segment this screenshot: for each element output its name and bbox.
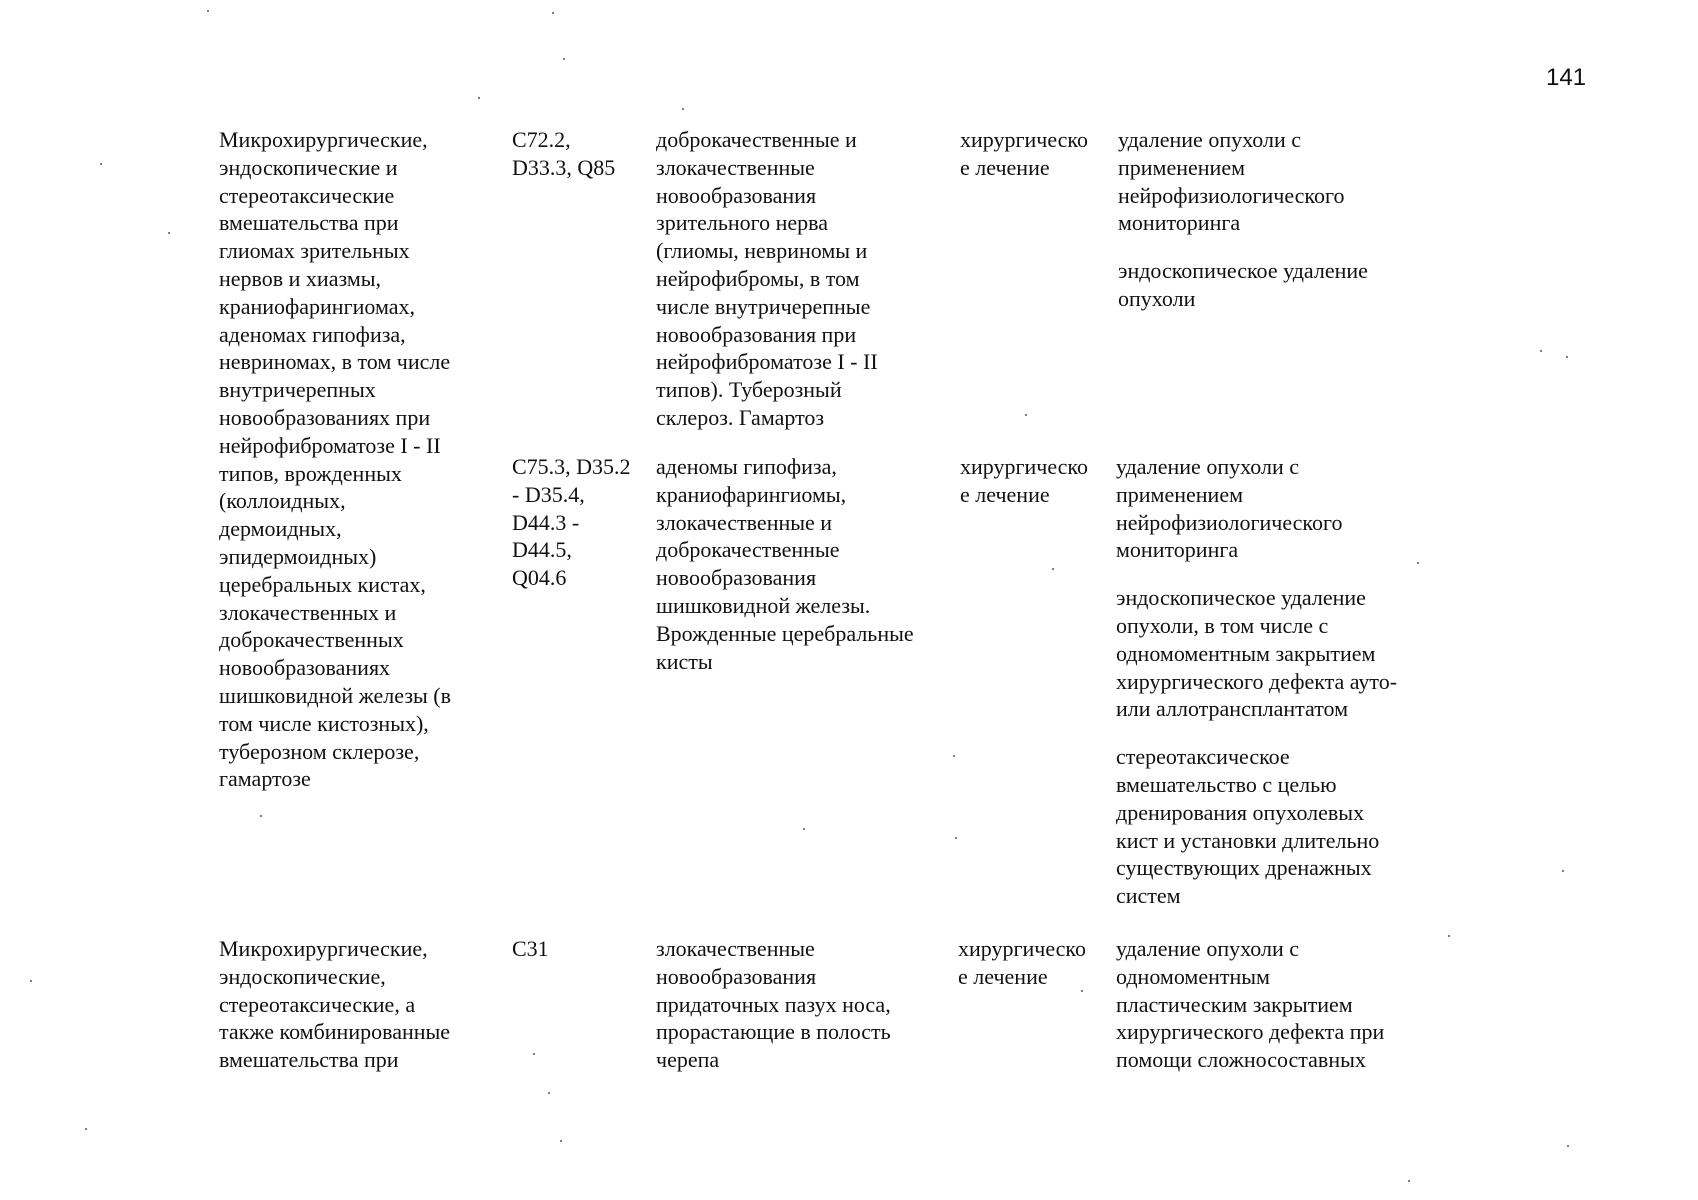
treatment-type-cell [960,453,1088,509]
text-line: D33.3, Q85 [512,154,616,180]
page-number: 141 [1546,64,1587,91]
text-line: шишковидной железы (в [219,682,451,708]
treatment-methods-cell [1116,453,1397,910]
text-line: D44.5, [512,537,572,563]
treatment-methods-cell [1118,126,1368,313]
text-line: числе внутричерепные [656,293,871,319]
treatment-method-item [1118,126,1368,237]
text-line: доброкачественных [219,627,404,653]
text-line: е лечение [960,154,1050,180]
text-line: нейрофибромы, в том [656,265,860,291]
text-line: (коллоидных, [219,488,346,514]
text-line: краниофарингиомы, [656,481,847,507]
text-line: стереотаксические, а [219,991,416,1017]
treatment-type-cell [960,126,1088,182]
text-line: новообразованиях при [219,404,431,430]
text-line: хирургическо [958,936,1086,961]
diagnosis-cell [656,453,914,675]
icd-codes-cell [512,126,615,182]
text-line: удаление опухоли с [1116,454,1299,479]
text-line: удаление опухоли с [1116,936,1299,961]
text-line: типов). Туберозный [656,377,842,403]
text-line: существующих дренажных [1116,855,1372,881]
text-line: нейрофиброматозе I - II [656,349,878,375]
icd-codes-cell [512,453,631,592]
text-line: вмешательства при [219,1047,399,1073]
text-line: гамартозе [219,766,311,792]
text-line: новообразованиях [219,655,391,681]
text-line: новообразования [656,565,817,591]
text-line: опухоли, в том числе с [1116,612,1329,638]
text-line: аденомах гипофиза, [219,321,406,347]
text-line: D44.3 - [512,509,580,535]
text-line: нейрофизиологического [1118,182,1345,208]
text-line: - D35.4, [512,481,585,507]
text-line: дермоидных, [219,516,342,542]
treatment-method-item [1116,584,1397,723]
text-line: мониторинга [1116,537,1239,563]
text-line: хирургического дефекта при [1116,1019,1385,1045]
text-line: нервов и хиазмы, [219,265,382,291]
text-line: применением [1116,481,1244,507]
text-line: эндоскопическое удаление [1118,258,1368,284]
text-line: склероз. Гамартоз [656,404,825,430]
text-line: туберозном склерозе, [219,738,420,764]
text-line: C31 [512,936,549,961]
text-line: эндоскопические, [219,963,386,989]
text-line: краниофарингиомах, [219,293,415,319]
text-line: шишковидной железы. [656,592,871,618]
text-line: том числе кистозных), [219,710,429,736]
text-line: хирургическо [960,454,1088,479]
icd-codes-cell [512,935,549,963]
text-line: также комбинированные [219,1019,451,1045]
text-line: е лечение [958,963,1048,989]
treatment-method-item [1116,935,1384,1074]
text-line: злокачественные [656,154,815,180]
method-name-cell [219,126,451,793]
treatment-method-item [1116,453,1397,564]
text-line: новообразования [656,963,817,989]
text-line: Микрохирургические, [219,936,428,961]
text-line: стереотаксическое [1116,744,1290,770]
text-line: доброкачественные и [656,127,857,152]
text-line: нейрофиброматозе I - II [219,432,441,458]
text-line: аденомы гипофиза, [656,454,837,479]
method-name-cell [219,935,450,1074]
text-line: кисты [656,648,713,674]
text-line: помощи сложносоставных [1116,1047,1366,1073]
text-line: невриномах, в том числе [219,349,451,375]
text-line: новообразования [656,182,817,208]
text-line: злокачественных и [219,599,397,625]
text-line: или аллотрансплантатом [1116,696,1349,722]
text-line: злокачественные [656,936,815,961]
treatment-methods-cell [1116,935,1384,1074]
text-line: эндоскопические и [219,154,398,180]
text-line: внутричерепных [219,377,376,403]
text-line: опухоли [1118,285,1196,311]
text-line: вмешательство с целью [1116,771,1337,797]
text-line: (глиомы, невриномы и [656,238,868,264]
text-line: систем [1116,883,1181,909]
text-line: церебральных кистах, [219,571,426,597]
text-line: Микрохирургические, [219,127,428,152]
text-line: эндоскопическое удаление [1116,585,1366,611]
text-line: придаточных пазух носа, [656,991,891,1017]
text-line: Врожденные церебральные [656,620,914,646]
text-line: е лечение [960,481,1050,507]
text-line: эпидермоидных) [219,543,377,569]
text-line: пластическим закрытием [1116,991,1353,1017]
text-line: вмешательства при [219,210,399,236]
text-line: удаление опухоли с [1118,127,1301,152]
text-line: хирургического дефекта ауто- [1116,668,1398,694]
text-line: одномоментным закрытием [1116,640,1376,666]
text-line: типов, врожденных [219,460,402,486]
treatment-method-item [1116,743,1397,910]
text-line: стереотаксические [219,182,395,208]
text-line: нейрофизиологического [1116,509,1343,535]
text-line: глиомах зрительных [219,238,410,264]
text-line: мониторинга [1118,210,1241,236]
diagnosis-cell [656,935,891,1074]
text-line: Q04.6 [512,565,567,591]
text-line: C75.3, D35.2 [512,454,631,479]
text-line: одномоментным [1116,963,1270,989]
text-line: новообразования при [656,321,857,347]
text-line: дренирования опухолевых [1116,799,1365,825]
text-line: доброкачественные [656,537,840,563]
treatment-method-item [1118,257,1368,313]
diagnosis-cell [656,126,878,432]
text-line: кист и установки длительно [1116,827,1380,853]
text-line: злокачественные и [656,509,833,535]
text-line: прорастающие в полость [656,1019,891,1045]
text-line: черепа [656,1047,720,1073]
text-line: C72.2, [512,127,571,152]
treatment-type-cell [958,935,1086,991]
text-line: хирургическо [960,127,1088,152]
text-line: зрительного нерва [656,210,829,236]
text-line: применением [1118,154,1246,180]
